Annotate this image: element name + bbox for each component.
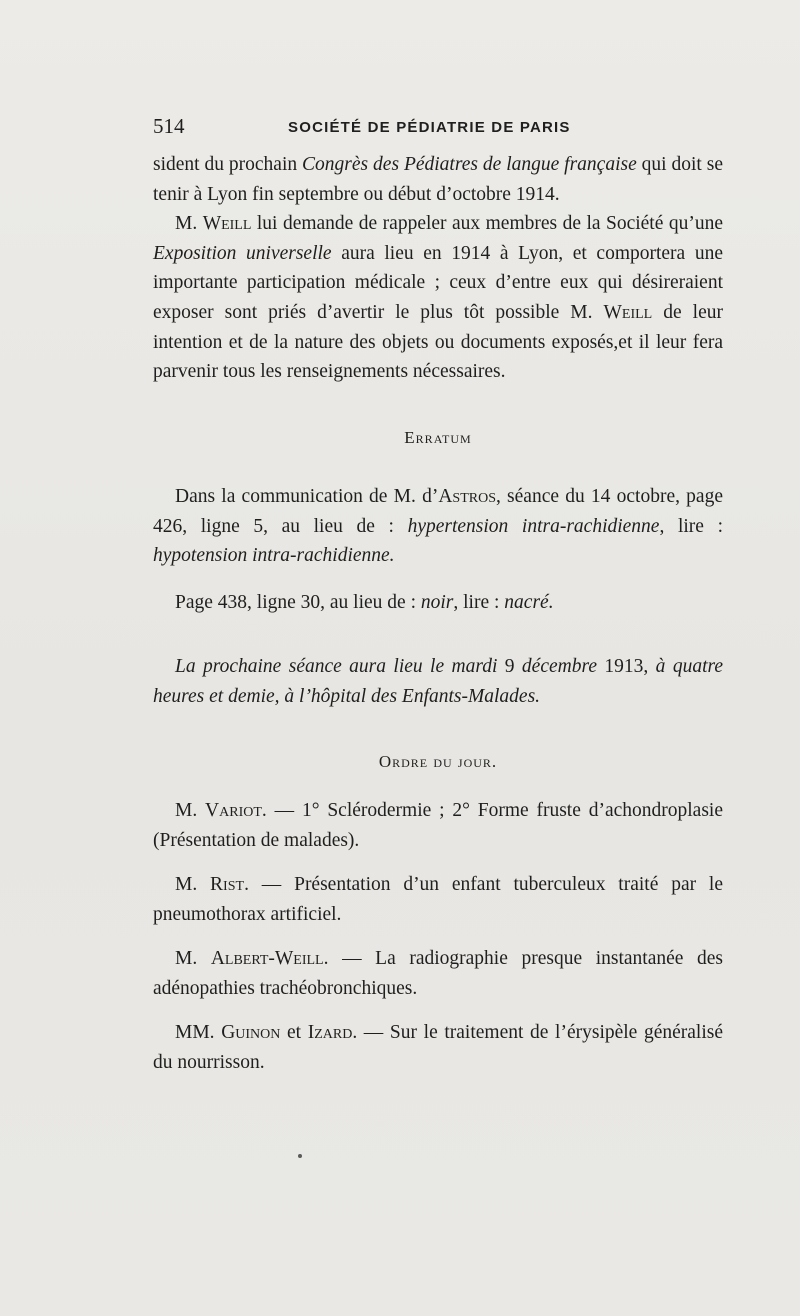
agenda-item: M. Rist. — Présentation d’un enfant tuberculeux traité par le pneumothorax artificiel. — [153, 874, 723, 925]
agenda-title: Ordre du jour. — [378, 752, 498, 771]
next-session-text: La prochaine séance aura lieu le mardi 9 décembre 1913, à quatre heures et demie, à l’hôpital des Enfants-Malades. — [153, 656, 724, 707]
erratum-line-1: Dans la communication de M. d’Astros, séance du 14 octobre, page 426, ligne 5, au lieu de : hypertension intra-rachidienne, lire : hypotension intra-rachidienne. — [153, 486, 723, 567]
agenda-item: M. Variot. — 1° Sclérodermie ; 2° Forme fruste d’achondroplasie (Présentation de malades). — [153, 800, 723, 851]
intro-paragraph-2: M. Weill lui demande de rappeler aux membres de la Société qu’une Exposition universelle aura lieu en 1914 à Lyon, et comportera une importante participation médicale ; ceux d’entre eux qui désireraient exposer sont priés d’avertir le plus tôt possible M. Weill de leur intention et de la nature des objets ou documents exposés,et il leur fera parvenir tous les renseignements nécessaires. — [153, 213, 723, 383]
agenda-item: M. Albert-Weill. — La radiographie presque instantanée des adénopathies trachéobronchiques. — [153, 948, 723, 999]
page-number: 514 — [153, 114, 185, 138]
running-title: SOCIÉTÉ DE PÉDIATRIE DE PARIS — [288, 119, 571, 136]
page-header — [153, 114, 723, 144]
erratum-page-438 — [153, 588, 723, 618]
agenda-item: MM. Guinon et Izard. — Sur le traitement de l’érysipèle généralisé du nourrisson. — [153, 1022, 723, 1073]
intro-paragraph-1: sident du prochain Congrès des Pédiatres de langue française qui doit se tenir à Lyon fin septembre ou début d’octobre 1914. — [153, 154, 723, 205]
ink-speck — [298, 1154, 302, 1158]
intro-text — [153, 150, 723, 387]
next-session-announcement — [153, 652, 723, 711]
erratum-text — [153, 482, 723, 571]
erratum-line-2: Page 438, ligne 30, au lieu de : noir, lire : nacré. — [175, 592, 554, 613]
erratum-title: Erratum — [404, 428, 472, 447]
